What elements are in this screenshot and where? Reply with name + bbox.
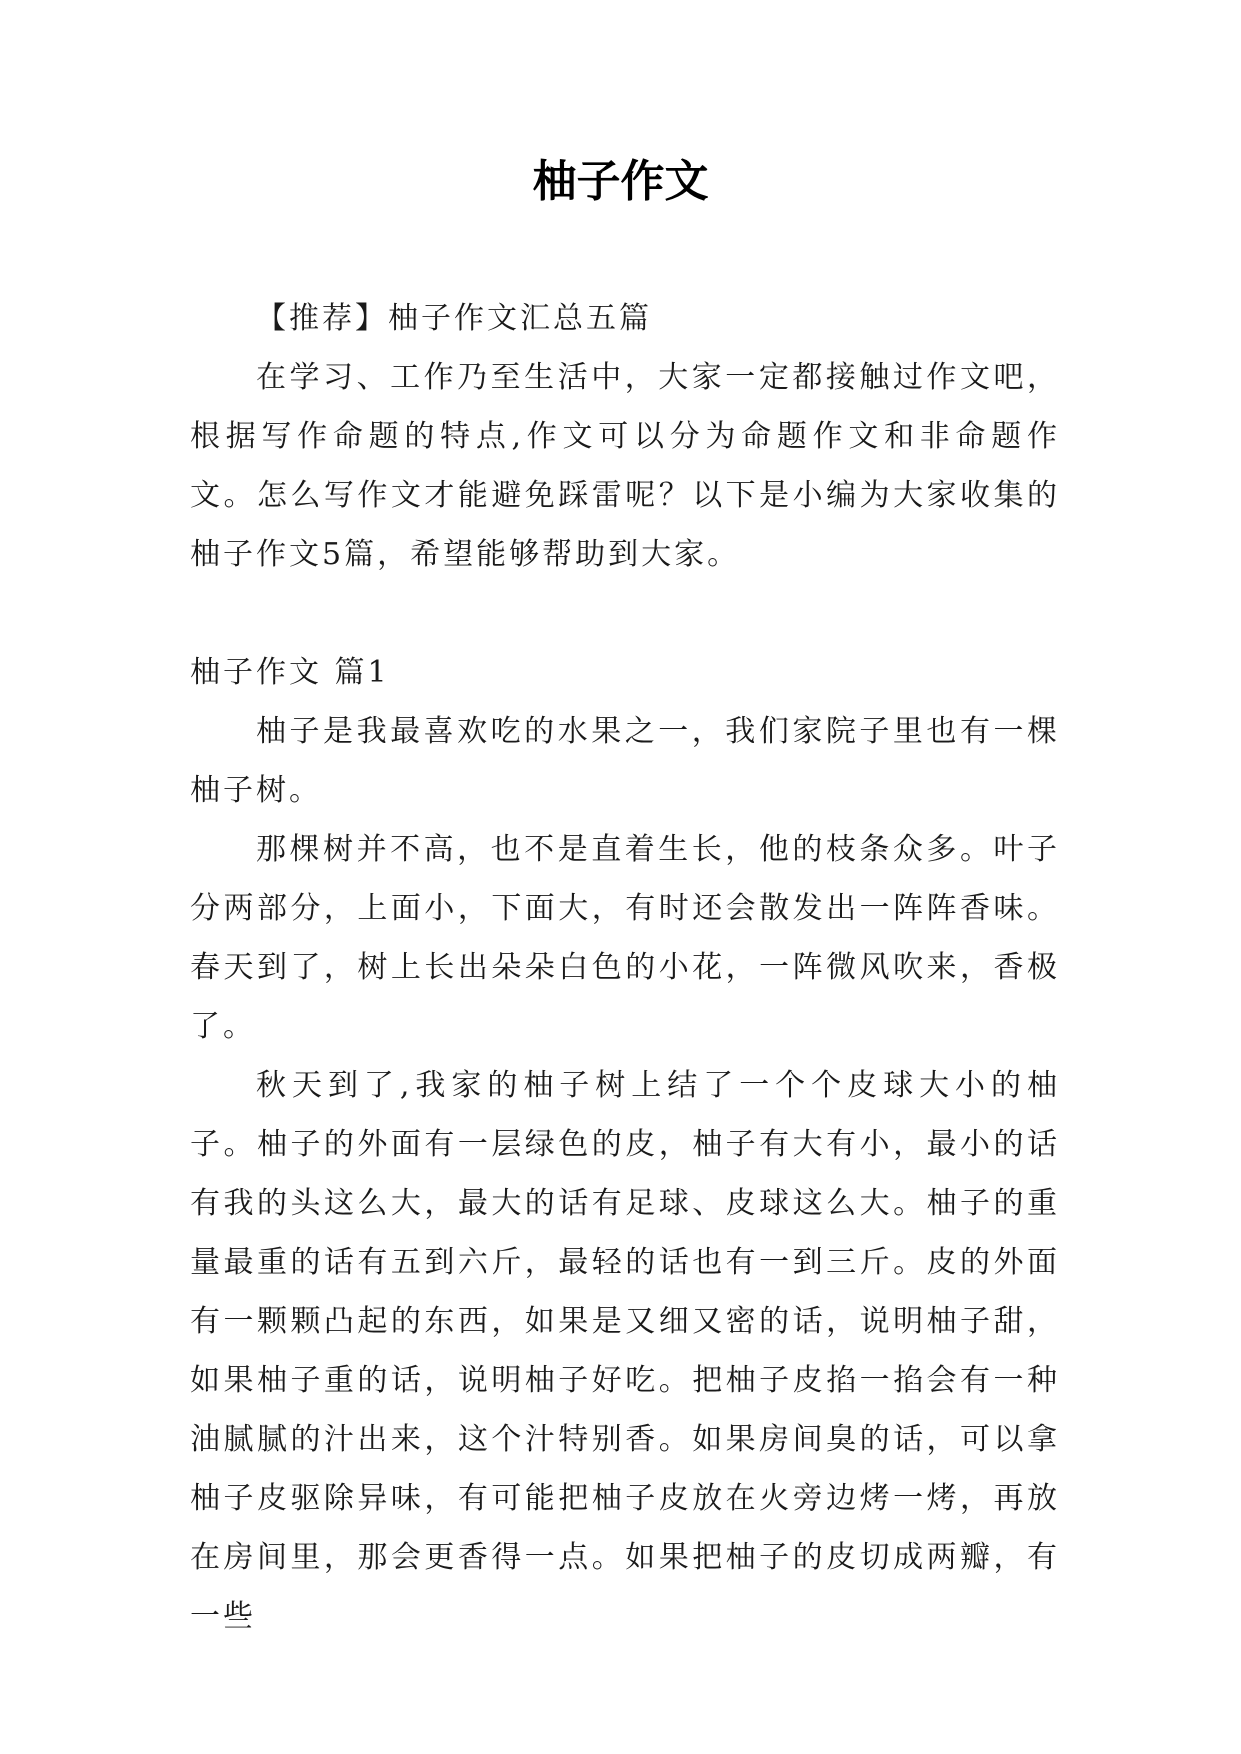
body-paragraph: 那棵树并不高，也不是直着生长，他的枝条众多。叶子分两部分，上面小，下面大，有时还会散发出一阵阵香味。春天到了，树上长出朵朵白色的小花，一阵微风吹来，香极了。 — [190, 832, 1060, 1044]
intro-paragraph: 在学习、工作乃至生活中，大家一定都接触过作文吧，根据写作命题的特点,作文可以分为命题作文和非命题作文。怎么写作文才能避免踩雷呢？以下是小编为大家收集的柚子作文5篇，希望能够帮助到大家。 — [190, 360, 1060, 572]
document-body — [190, 289, 1060, 1646]
document-title: 柚子作文 — [532, 156, 709, 207]
document-subtitle: 【推荐】柚子作文汇总五篇 — [256, 301, 652, 336]
section-heading: 柚子作文 篇1 — [190, 655, 390, 690]
body-paragraph: 秋天到了,我家的柚子树上结了一个个皮球大小的柚子。柚子的外面有一层绿色的皮，柚子有大有小，最小的话有我的头这么大，最大的话有足球、皮球这么大。柚子的重量最重的话有五到六斤，最轻的话也有一到三斤。皮的外面有一颗颗凸起的东西，如果是又细又密的话，说明柚子甜，如果柚子重的话，说明柚子好吃。把柚子皮掐一掐会有一种油腻腻的汁出来，这个汁特别香。如果房间臭的话，可以拿柚子皮驱除异味，有可能把柚子皮放在火旁边烤一烤，再放在房间里，那会更香得一点。如果把柚子的皮切成两瓣，有一些 — [190, 1068, 1060, 1634]
body-paragraph: 柚子是我最喜欢吃的水果之一，我们家院子里也有一棵柚子树。 — [190, 714, 1060, 808]
